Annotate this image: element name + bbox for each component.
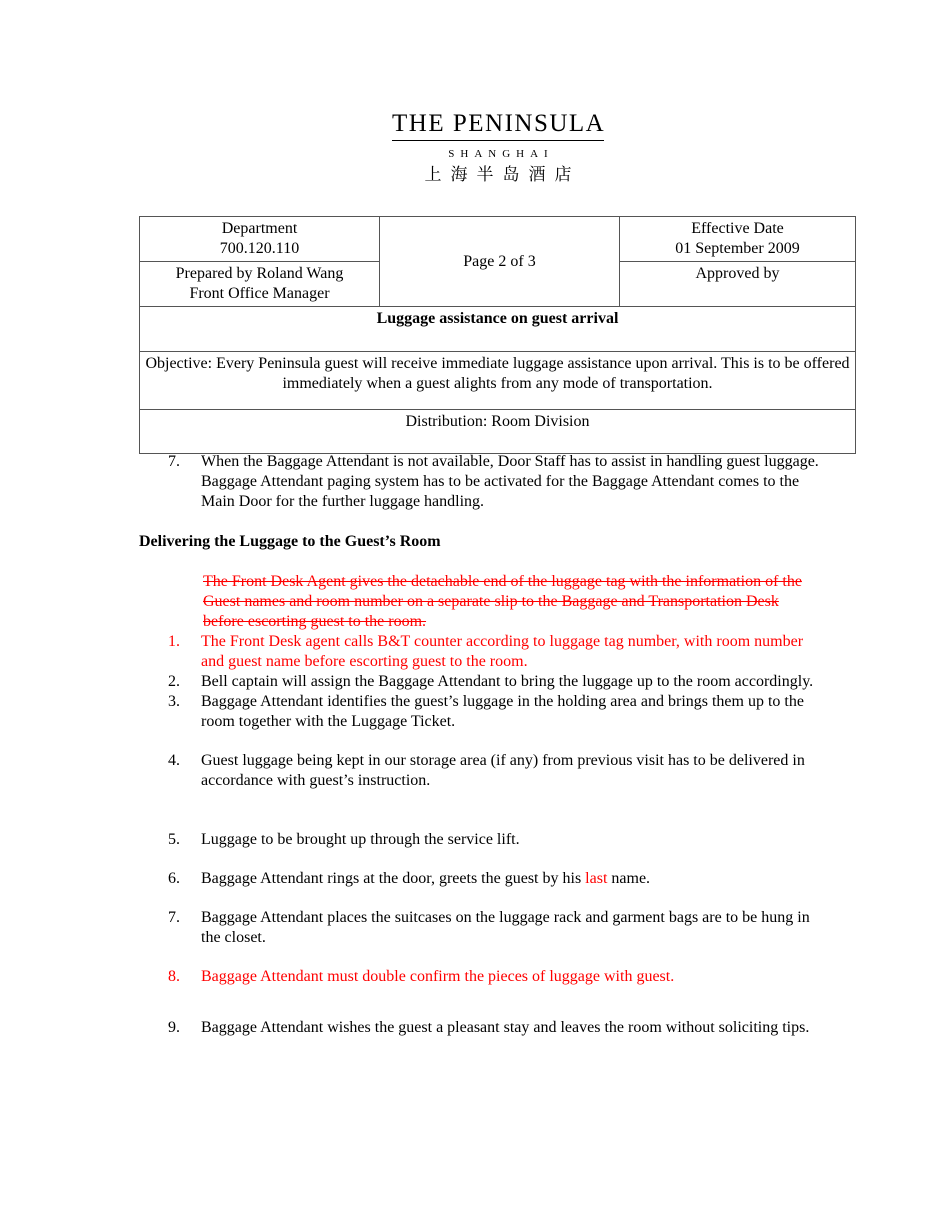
list-item: [139, 751, 819, 791]
item-number: 7.: [168, 909, 180, 926]
item-number: 7.: [168, 453, 180, 470]
item-number: 5.: [168, 831, 180, 848]
list-item: [139, 830, 819, 850]
item-text: Bell captain will assign the Baggage Attendant to bring the luggage up to the room accordingly.: [201, 673, 814, 690]
list-item: [139, 452, 819, 512]
item-text: Baggage Attendant must double confirm the pieces of luggage with guest.: [201, 968, 675, 985]
deleted-paragraph: The Front Desk Agent gives the detachable end of the luggage tag with the information of the Guest names and room number on a separate slip to the Baggage and Transportation Desk before escorting guest to the room.: [203, 573, 802, 630]
item-text: Luggage to be brought up through the service lift.: [201, 831, 520, 848]
effective-date-label: Effective Date: [691, 220, 784, 237]
prepared-by-title: Front Office Manager: [189, 285, 330, 302]
list-item: [139, 672, 819, 692]
item-text-before: Baggage Attendant rings at the door, greets the guest by his: [201, 870, 586, 887]
item-text: When the Baggage Attendant is not available, Door Staff has to assist in handling guest luggage. Baggage Attendant paging system has to be activated for the Baggage Attendant comes to the Main Door for the further luggage handling.: [201, 453, 819, 510]
item-text-after: name.: [607, 870, 651, 887]
item-number: 8.: [168, 968, 180, 985]
page-number: Page 2 of 3: [380, 217, 620, 307]
item-number: 2.: [168, 673, 180, 690]
list-item: [139, 908, 819, 948]
list-item: [139, 692, 819, 732]
logo-city: SHANGHAI: [448, 148, 554, 160]
item-number: 4.: [168, 752, 180, 769]
item-number: 3.: [168, 693, 180, 710]
item-number: 9.: [168, 1019, 180, 1036]
item-number: 1.: [168, 633, 180, 650]
effective-date-value: 01 September 2009: [675, 240, 800, 257]
logo-divider: [392, 140, 604, 141]
list-item: [139, 967, 819, 987]
list-item: [139, 1018, 819, 1038]
item-text-highlight: last: [585, 870, 608, 887]
item-text: Baggage Attendant places the suitcases on the luggage rack and garment bags are to be hung in the closet.: [201, 909, 810, 946]
hotel-logo: [392, 110, 604, 186]
document-header-table: [139, 216, 856, 454]
approved-by: Approved by: [620, 262, 856, 307]
department-label: Department: [221, 220, 298, 237]
item-text: Baggage Attendant wishes the guest a pleasant stay and leaves the room without soliciting tips.: [201, 1019, 810, 1036]
list-item: [139, 869, 819, 889]
item-text: Guest luggage being kept in our storage area (if any) from previous visit has to be delivered in accordance with guest’s instruction.: [201, 752, 805, 789]
objective-text: Objective: Every Peninsula guest will receive immediate luggage assistance upon arrival. This is to be offered immediately when a guest alights from any mode of transportation.: [140, 352, 856, 410]
logo-chinese-name: 上海半岛酒店: [424, 165, 581, 184]
prepared-by-cell: [140, 262, 380, 307]
item-text: Baggage Attendant identifies the guest’s luggage in the holding area and brings them up to the room together with the Luggage Ticket.: [201, 693, 804, 730]
section-heading: Delivering the Luggage to the Guest’s Room: [139, 533, 441, 550]
item-number: 6.: [168, 870, 180, 887]
department-value: 700.120.110: [219, 240, 300, 257]
distribution-text: Distribution: Room Division: [140, 410, 856, 454]
logo-name: THE PENINSULA: [392, 110, 606, 137]
list-item: [139, 632, 819, 672]
prepared-by: Prepared by Roland Wang: [175, 265, 344, 282]
item-text: The Front Desk agent calls B&T counter according to luggage tag number, with room number and guest name before escorting guest to the room.: [201, 633, 804, 670]
effective-date-cell: [620, 217, 856, 262]
document-title: Luggage assistance on guest arrival: [140, 307, 856, 352]
document-body: [139, 452, 819, 1038]
department-cell: [140, 217, 380, 262]
